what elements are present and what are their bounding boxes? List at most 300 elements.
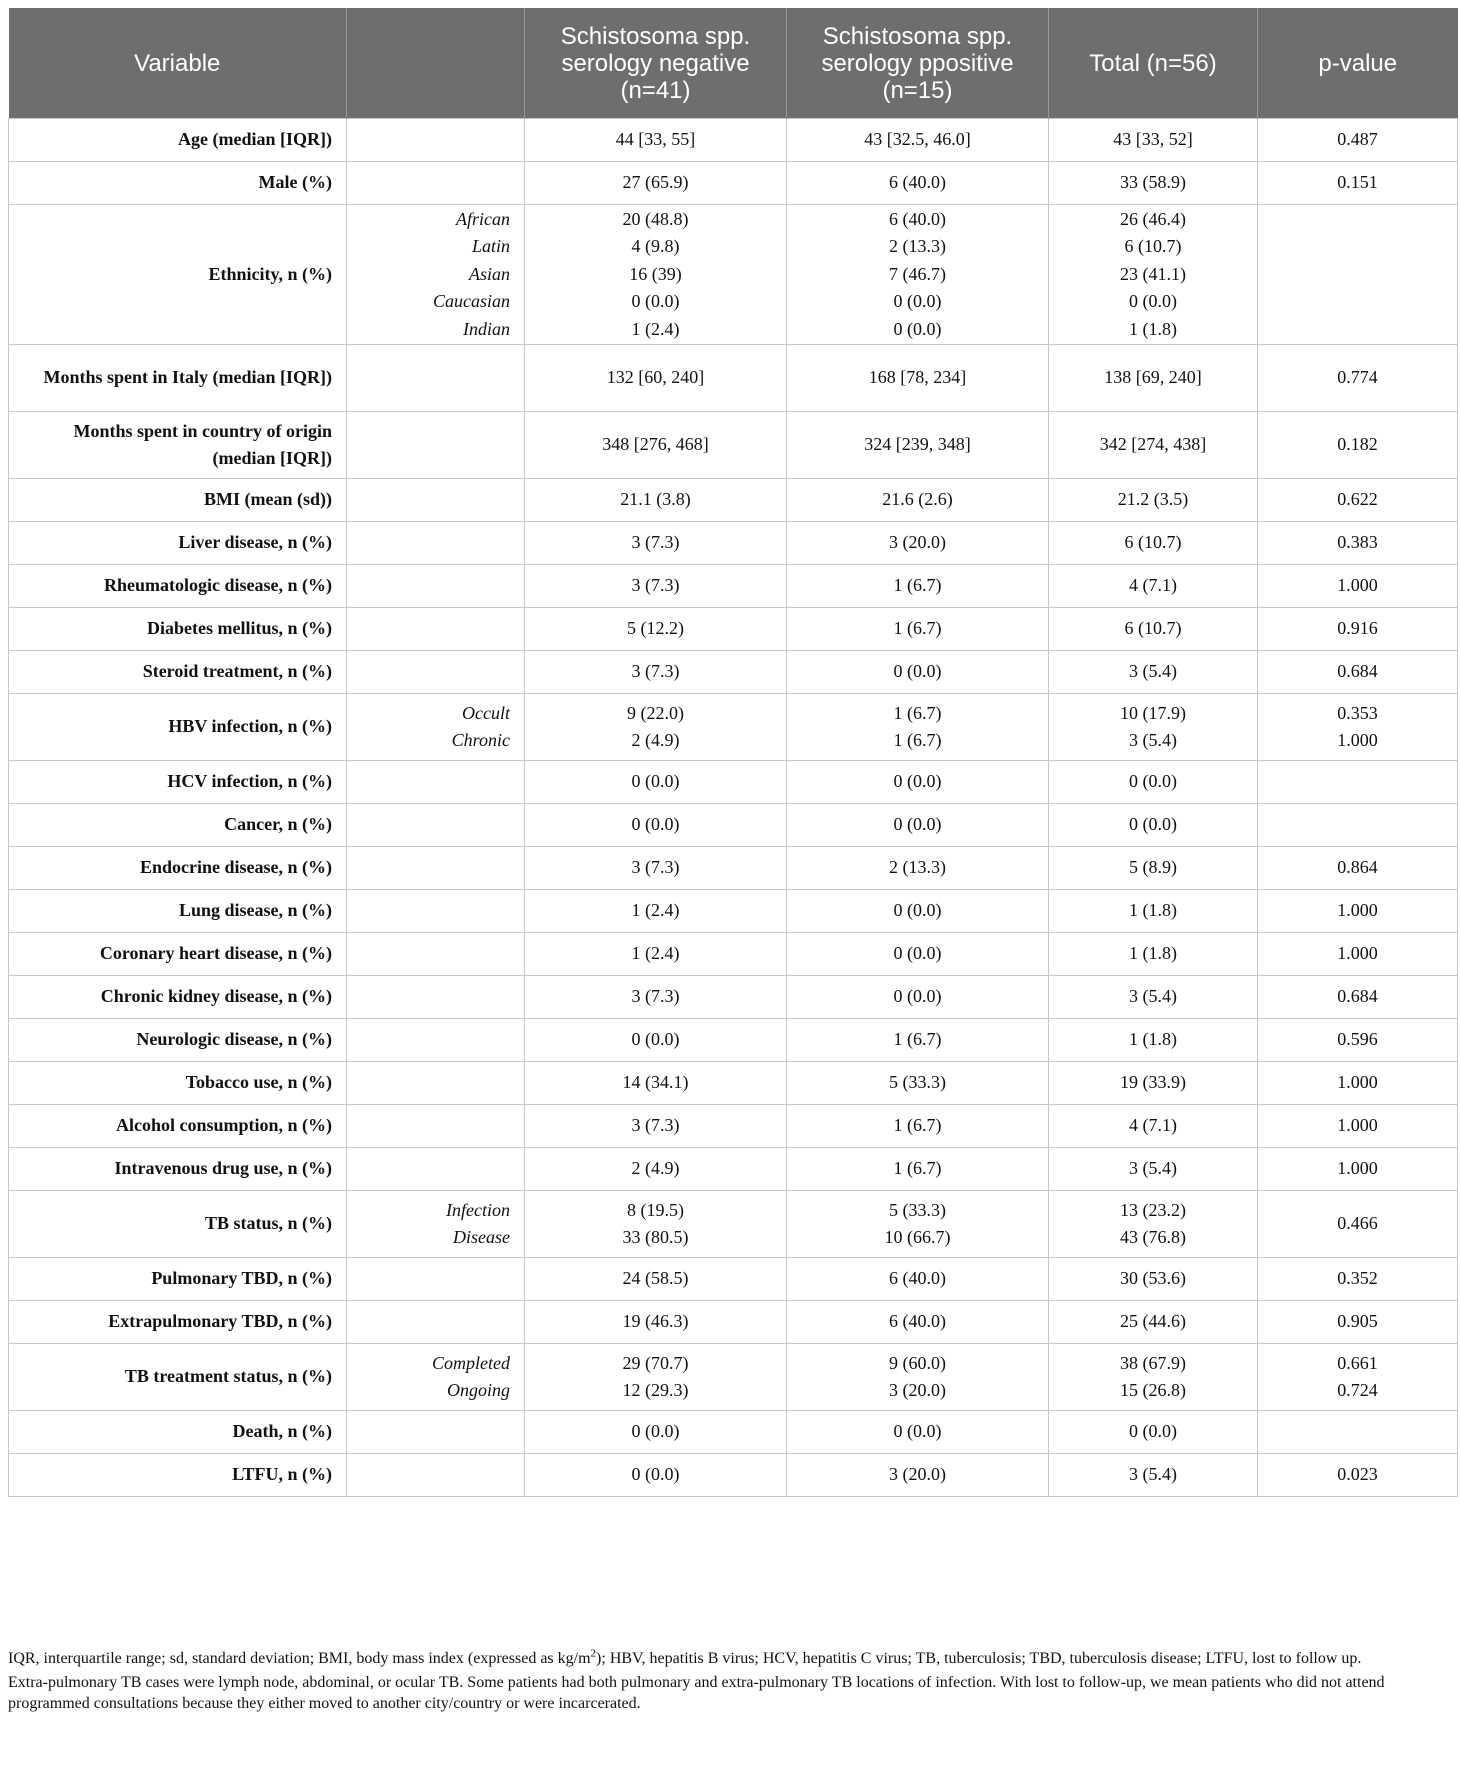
subcategory-cell	[347, 522, 525, 565]
p-value-cell	[1258, 205, 1458, 345]
negative-cell	[525, 1258, 787, 1301]
variable-cell: Chronic kidney disease, n (%)	[9, 976, 347, 1019]
variable-cell: Months spent in country of origin (median [IQR])	[9, 412, 347, 479]
positive-cell-line: 3 (20.0)	[889, 532, 946, 553]
total-cell-line: 10 (17.9)	[1120, 702, 1186, 723]
p-value-cell-line: 0.916	[1337, 618, 1378, 639]
positive-cell-line: 5 (33.3)	[889, 1072, 946, 1093]
total-cell-line: 6 (10.7)	[1124, 532, 1182, 553]
variable-cell: TB treatment status, n (%)	[9, 1344, 347, 1411]
total-cell-line: 6 (10.7)	[1124, 618, 1182, 639]
negative-cell	[525, 608, 787, 651]
positive-cell	[787, 1191, 1049, 1258]
variable-cell: Coronary heart disease, n (%)	[9, 933, 347, 976]
p-value-cell	[1258, 761, 1458, 804]
total-cell	[1049, 119, 1258, 162]
header-positive: Schistosoma spp. serology ppositive (n=15)	[787, 8, 1049, 119]
negative-cell	[525, 1148, 787, 1191]
positive-cell-line: 10 (66.7)	[884, 1227, 951, 1247]
total-cell	[1049, 761, 1258, 804]
p-value-cell	[1258, 1344, 1458, 1411]
p-value-cell-line: 0.151	[1337, 172, 1378, 193]
table-row	[9, 162, 1458, 205]
table-row	[9, 479, 1458, 522]
negative-cell-line: 9 (22.0)	[627, 702, 684, 723]
total-cell	[1049, 522, 1258, 565]
subcategory-cell-line: Infection	[446, 1199, 510, 1220]
variable-cell: BMI (mean (sd))	[9, 479, 347, 522]
positive-cell-line: 43 [32.5, 46.0]	[864, 129, 971, 150]
total-cell-line: 13 (23.2)	[1120, 1199, 1186, 1220]
negative-cell	[525, 847, 787, 890]
p-value-cell	[1258, 847, 1458, 890]
p-value-cell-line: 0.466	[1337, 1213, 1378, 1234]
positive-cell-line: 1 (6.7)	[893, 1029, 942, 1050]
negative-cell	[525, 1344, 787, 1411]
total-cell-line: 138 [69, 240]	[1104, 367, 1202, 388]
table-row	[9, 1062, 1458, 1105]
positive-cell-line: 1 (6.7)	[893, 702, 942, 723]
table-container	[8, 8, 1457, 1497]
negative-cell	[525, 565, 787, 608]
positive-cell-line: 6 (40.0)	[889, 1268, 946, 1289]
positive-cell-line: 21.6 (2.6)	[882, 489, 953, 510]
variable-cell: Extrapulmonary TBD, n (%)	[9, 1301, 347, 1344]
variable-cell: Pulmonary TBD, n (%)	[9, 1258, 347, 1301]
negative-cell-line: 2 (4.9)	[631, 1158, 680, 1179]
p-value-cell-line: 0.596	[1337, 1029, 1378, 1050]
total-cell	[1049, 162, 1258, 205]
subcategory-cell-line: Chronic	[451, 730, 510, 750]
negative-cell	[525, 119, 787, 162]
total-cell-line: 0 (0.0)	[1129, 771, 1177, 792]
table-row	[9, 1105, 1458, 1148]
table-row	[9, 1454, 1458, 1497]
footnote-abbreviations-text-end: ); HBV, hepatitis B virus; HCV, hepatitis C virus; TB, tuberculosis; TBD, tuberculosis disease; LTFU, lost to follow up.	[596, 1650, 1362, 1667]
subcategory-cell-line: Asian	[468, 263, 510, 284]
p-value-cell-line: 1.000	[1337, 1115, 1378, 1136]
positive-cell-line: 0 (0.0)	[893, 900, 942, 921]
subcategory-cell	[347, 1454, 525, 1497]
subcategory-cell	[347, 1105, 525, 1148]
total-cell-line: 342 [274, 438]	[1099, 434, 1207, 455]
p-value-cell-line: 0.684	[1337, 986, 1378, 1007]
subcategory-cell	[347, 1344, 525, 1411]
subcategory-cell	[347, 890, 525, 933]
total-cell-line: 33 (58.9)	[1120, 172, 1186, 193]
negative-cell-line: 0 (0.0)	[631, 1421, 680, 1442]
subcategory-cell	[347, 608, 525, 651]
negative-cell-line: 0 (0.0)	[631, 1464, 680, 1485]
subcategory-cell	[347, 1062, 525, 1105]
p-value-cell	[1258, 694, 1458, 761]
p-value-cell	[1258, 1258, 1458, 1301]
positive-cell-line: 0 (0.0)	[893, 1421, 942, 1442]
positive-cell-line: 0 (0.0)	[893, 318, 942, 339]
positive-cell-line: 9 (60.0)	[889, 1352, 946, 1373]
positive-cell	[787, 412, 1049, 479]
negative-cell	[525, 651, 787, 694]
p-value-cell-line: 1.000	[1337, 730, 1378, 750]
total-cell-line: 43 [33, 52]	[1113, 129, 1193, 150]
table-row	[9, 804, 1458, 847]
p-value-cell	[1258, 412, 1458, 479]
total-cell-line: 3 (5.4)	[1129, 730, 1177, 750]
table-row	[9, 694, 1458, 761]
negative-cell	[525, 1191, 787, 1258]
negative-cell-line: 20 (48.8)	[622, 208, 689, 229]
variable-cell: Rheumatologic disease, n (%)	[9, 565, 347, 608]
positive-cell-line: 0 (0.0)	[893, 814, 942, 835]
p-value-cell-line: 0.182	[1337, 434, 1378, 455]
positive-cell	[787, 119, 1049, 162]
negative-cell	[525, 976, 787, 1019]
total-cell-line: 3 (5.4)	[1129, 986, 1177, 1007]
positive-cell-line: 168 [78, 234]	[868, 367, 967, 388]
total-cell-line: 0 (0.0)	[1129, 814, 1177, 835]
variable-cell: LTFU, n (%)	[9, 1454, 347, 1497]
negative-cell-line: 16 (39)	[629, 263, 682, 284]
table-row	[9, 522, 1458, 565]
footnote-definitions: Extra-pulmonary TB cases were lymph node, abdominal, or ocular TB. Some patients had both pulmonary and extra-pulmonary TB locations of infection. With lost to follow-up, we mean patients who did not attend programmed consultations because they either moved to another city/country or were incarcerated.	[8, 1674, 1385, 1712]
total-cell-line: 15 (26.8)	[1120, 1380, 1186, 1400]
positive-cell	[787, 1301, 1049, 1344]
total-cell-line: 19 (33.9)	[1120, 1072, 1186, 1093]
table-row	[9, 205, 1458, 345]
subcategory-cell	[347, 565, 525, 608]
positive-cell-line: 3 (20.0)	[889, 1380, 946, 1400]
p-value-cell	[1258, 479, 1458, 522]
negative-cell-line: 0 (0.0)	[631, 814, 680, 835]
negative-cell-line: 33 (80.5)	[622, 1227, 689, 1247]
subcategory-cell-line: Disease	[453, 1227, 510, 1247]
positive-cell	[787, 933, 1049, 976]
total-cell	[1049, 412, 1258, 479]
footnote-superscript: 2	[590, 1647, 597, 1660]
header-negative: Schistosoma spp. serology negative (n=41)	[525, 8, 787, 119]
positive-cell-line: 0 (0.0)	[893, 661, 942, 682]
subcategory-cell	[347, 1411, 525, 1454]
total-cell-line: 4 (7.1)	[1129, 1115, 1177, 1136]
p-value-cell-line: 1.000	[1337, 900, 1378, 921]
table-row	[9, 1301, 1458, 1344]
total-cell-line: 23 (41.1)	[1120, 263, 1186, 284]
subcategory-cell	[347, 694, 525, 761]
total-cell	[1049, 608, 1258, 651]
p-value-cell-line: 0.864	[1337, 857, 1378, 878]
positive-cell	[787, 694, 1049, 761]
positive-cell-line: 1 (6.7)	[893, 730, 942, 750]
p-value-cell	[1258, 1148, 1458, 1191]
positive-cell-line: 2 (13.3)	[889, 857, 946, 878]
positive-cell	[787, 1019, 1049, 1062]
negative-cell-line: 12 (29.3)	[622, 1380, 689, 1400]
variable-cell: Endocrine disease, n (%)	[9, 847, 347, 890]
negative-cell-line: 3 (7.3)	[631, 661, 680, 682]
negative-cell	[525, 1411, 787, 1454]
subcategory-cell	[347, 847, 525, 890]
positive-cell	[787, 761, 1049, 804]
negative-cell	[525, 761, 787, 804]
table-row	[9, 345, 1458, 412]
positive-cell	[787, 345, 1049, 412]
variable-cell: Neurologic disease, n (%)	[9, 1019, 347, 1062]
subcategory-cell	[347, 345, 525, 412]
variable-cell: Lung disease, n (%)	[9, 890, 347, 933]
subcategory-cell-line: Indian	[463, 318, 510, 339]
subcategory-cell	[347, 761, 525, 804]
p-value-cell	[1258, 1411, 1458, 1454]
negative-cell	[525, 522, 787, 565]
negative-cell-line: 44 [33, 55]	[615, 129, 696, 150]
negative-cell-line: 0 (0.0)	[631, 1029, 680, 1050]
total-cell	[1049, 1301, 1258, 1344]
positive-cell	[787, 1062, 1049, 1105]
p-value-cell	[1258, 890, 1458, 933]
total-cell	[1049, 1411, 1258, 1454]
table-footnotes	[8, 1648, 1448, 1717]
header-p-value: p-value	[1258, 8, 1458, 119]
variable-cell: Liver disease, n (%)	[9, 522, 347, 565]
total-cell-line: 25 (44.6)	[1120, 1311, 1186, 1332]
p-value-cell-line: 0.353	[1337, 702, 1378, 723]
variable-cell: Cancer, n (%)	[9, 804, 347, 847]
table-body	[9, 119, 1458, 1497]
negative-cell	[525, 890, 787, 933]
variable-cell: Age (median [IQR])	[9, 119, 347, 162]
p-value-cell	[1258, 345, 1458, 412]
characteristics-table	[8, 8, 1458, 1497]
positive-cell	[787, 1105, 1049, 1148]
subcategory-cell	[347, 1191, 525, 1258]
subcategory-cell-line: African	[456, 208, 510, 229]
negative-cell-line: 24 (58.5)	[622, 1268, 689, 1289]
negative-cell-line: 21.1 (3.8)	[620, 489, 691, 510]
negative-cell	[525, 1454, 787, 1497]
variable-cell: Intravenous drug use, n (%)	[9, 1148, 347, 1191]
table-row	[9, 1019, 1458, 1062]
subcategory-cell	[347, 412, 525, 479]
total-cell-line: 1 (1.8)	[1129, 900, 1177, 921]
p-value-cell	[1258, 933, 1458, 976]
total-cell-line: 5 (8.9)	[1129, 857, 1177, 878]
positive-cell-line: 0 (0.0)	[893, 291, 942, 312]
positive-cell-line: 0 (0.0)	[893, 943, 942, 964]
negative-cell-line: 5 (12.2)	[627, 618, 684, 639]
total-cell	[1049, 694, 1258, 761]
negative-cell-line: 27 (65.9)	[622, 172, 689, 193]
table-row	[9, 608, 1458, 651]
p-value-cell	[1258, 522, 1458, 565]
total-cell	[1049, 1148, 1258, 1191]
negative-cell	[525, 162, 787, 205]
p-value-cell	[1258, 1019, 1458, 1062]
positive-cell	[787, 804, 1049, 847]
negative-cell	[525, 479, 787, 522]
positive-cell	[787, 608, 1049, 651]
table-row	[9, 890, 1458, 933]
subcategory-cell	[347, 1019, 525, 1062]
p-value-cell-line: 0.724	[1337, 1380, 1378, 1400]
total-cell	[1049, 976, 1258, 1019]
p-value-cell-line: 0.905	[1337, 1311, 1378, 1332]
table-row	[9, 412, 1458, 479]
total-cell-line: 0 (0.0)	[1129, 1421, 1177, 1442]
table-row	[9, 761, 1458, 804]
negative-cell	[525, 1301, 787, 1344]
negative-cell-line: 3 (7.3)	[631, 532, 680, 553]
p-value-cell-line: 1.000	[1337, 1158, 1378, 1179]
total-cell	[1049, 205, 1258, 345]
subcategory-cell	[347, 119, 525, 162]
p-value-cell	[1258, 976, 1458, 1019]
positive-cell	[787, 976, 1049, 1019]
total-cell	[1049, 565, 1258, 608]
negative-cell	[525, 1105, 787, 1148]
table-row	[9, 565, 1458, 608]
negative-cell-line: 132 [60, 240]	[606, 367, 705, 388]
p-value-cell	[1258, 1301, 1458, 1344]
table-row	[9, 1344, 1458, 1411]
subcategory-cell	[347, 479, 525, 522]
positive-cell-line: 6 (40.0)	[889, 172, 946, 193]
positive-cell-line: 324 [239, 348]	[864, 434, 971, 455]
p-value-cell-line: 0.661	[1337, 1352, 1378, 1373]
table-row	[9, 1148, 1458, 1191]
total-cell	[1049, 933, 1258, 976]
p-value-cell-line: 1.000	[1337, 1072, 1378, 1093]
subcategory-cell	[347, 1258, 525, 1301]
total-cell	[1049, 847, 1258, 890]
negative-cell	[525, 1019, 787, 1062]
total-cell	[1049, 1258, 1258, 1301]
negative-cell-line: 1 (2.4)	[631, 943, 680, 964]
total-cell-line: 0 (0.0)	[1129, 291, 1177, 312]
total-cell	[1049, 1454, 1258, 1497]
p-value-cell	[1258, 1062, 1458, 1105]
table-header	[9, 8, 1458, 119]
p-value-cell	[1258, 1191, 1458, 1258]
subcategory-cell-line: Latin	[471, 236, 510, 257]
positive-cell	[787, 479, 1049, 522]
total-cell	[1049, 1344, 1258, 1411]
positive-cell	[787, 205, 1049, 345]
p-value-cell	[1258, 804, 1458, 847]
variable-cell: Ethnicity, n (%)	[9, 205, 347, 345]
total-cell-line: 30 (53.6)	[1120, 1268, 1186, 1289]
negative-cell	[525, 412, 787, 479]
subcategory-cell	[347, 976, 525, 1019]
positive-cell-line: 1 (6.7)	[893, 1158, 942, 1179]
variable-cell: Diabetes mellitus, n (%)	[9, 608, 347, 651]
negative-cell-line: 2 (4.9)	[631, 730, 680, 750]
positive-cell	[787, 1258, 1049, 1301]
positive-cell-line: 7 (46.7)	[889, 263, 946, 284]
positive-cell	[787, 651, 1049, 694]
negative-cell	[525, 1062, 787, 1105]
p-value-cell	[1258, 162, 1458, 205]
negative-cell	[525, 933, 787, 976]
negative-cell	[525, 345, 787, 412]
header-variable: Variable	[9, 8, 347, 119]
negative-cell-line: 14 (34.1)	[622, 1072, 689, 1093]
p-value-cell-line: 0.383	[1337, 532, 1378, 553]
p-value-cell	[1258, 1454, 1458, 1497]
negative-cell-line: 29 (70.7)	[622, 1352, 689, 1373]
variable-cell: Male (%)	[9, 162, 347, 205]
table-row	[9, 1411, 1458, 1454]
total-cell	[1049, 345, 1258, 412]
p-value-cell-line: 0.684	[1337, 661, 1378, 682]
header-total: Total (n=56)	[1049, 8, 1258, 119]
subcategory-cell	[347, 162, 525, 205]
total-cell-line: 6 (10.7)	[1124, 236, 1182, 257]
p-value-cell-line: 1.000	[1337, 943, 1378, 964]
table-row	[9, 1191, 1458, 1258]
variable-cell: HBV infection, n (%)	[9, 694, 347, 761]
total-cell	[1049, 651, 1258, 694]
total-cell-line: 43 (76.8)	[1120, 1227, 1186, 1247]
p-value-cell-line: 0.487	[1337, 129, 1378, 150]
total-cell-line: 21.2 (3.5)	[1117, 489, 1189, 510]
subcategory-cell	[347, 933, 525, 976]
negative-cell	[525, 694, 787, 761]
positive-cell-line: 2 (13.3)	[889, 236, 946, 257]
subcategory-cell-line: Caucasian	[432, 291, 510, 312]
p-value-cell-line: 0.023	[1337, 1464, 1378, 1485]
total-cell-line: 26 (46.4)	[1120, 208, 1186, 229]
positive-cell	[787, 522, 1049, 565]
positive-cell-line: 6 (40.0)	[889, 1311, 946, 1332]
negative-cell-line: 3 (7.3)	[631, 986, 680, 1007]
p-value-cell-line: 0.352	[1337, 1268, 1378, 1289]
table-row	[9, 119, 1458, 162]
negative-cell-line: 4 (9.8)	[631, 236, 680, 257]
total-cell	[1049, 1062, 1258, 1105]
negative-cell-line: 3 (7.3)	[631, 1115, 680, 1136]
positive-cell	[787, 1148, 1049, 1191]
positive-cell	[787, 1344, 1049, 1411]
variable-cell: Steroid treatment, n (%)	[9, 651, 347, 694]
subcategory-cell	[347, 205, 525, 345]
variable-cell: HCV infection, n (%)	[9, 761, 347, 804]
positive-cell	[787, 1411, 1049, 1454]
p-value-cell	[1258, 1105, 1458, 1148]
p-value-cell	[1258, 119, 1458, 162]
footnote-abbreviations-text: IQR, interquartile range; sd, standard deviation; BMI, body mass index (expressed as kg/m	[8, 1650, 591, 1667]
negative-cell-line: 348 [276, 468]	[602, 434, 709, 455]
variable-cell: Death, n (%)	[9, 1411, 347, 1454]
p-value-cell	[1258, 565, 1458, 608]
variable-cell: Alcohol consumption, n (%)	[9, 1105, 347, 1148]
table-row	[9, 847, 1458, 890]
p-value-cell-line: 0.622	[1337, 489, 1378, 510]
positive-cell-line: 6 (40.0)	[889, 208, 946, 229]
subcategory-cell-line: Completed	[432, 1352, 510, 1373]
negative-cell-line: 1 (2.4)	[631, 900, 680, 921]
total-cell	[1049, 890, 1258, 933]
negative-cell-line: 0 (0.0)	[631, 291, 680, 312]
positive-cell-line: 3 (20.0)	[889, 1464, 946, 1485]
subcategory-cell-line: Ongoing	[447, 1380, 510, 1400]
positive-cell-line: 0 (0.0)	[893, 771, 942, 792]
positive-cell	[787, 162, 1049, 205]
positive-cell-line: 0 (0.0)	[893, 986, 942, 1007]
total-cell-line: 4 (7.1)	[1129, 575, 1177, 596]
negative-cell-line: 19 (46.3)	[622, 1311, 689, 1332]
p-value-cell-line: 0.774	[1337, 367, 1378, 388]
variable-cell: Tobacco use, n (%)	[9, 1062, 347, 1105]
